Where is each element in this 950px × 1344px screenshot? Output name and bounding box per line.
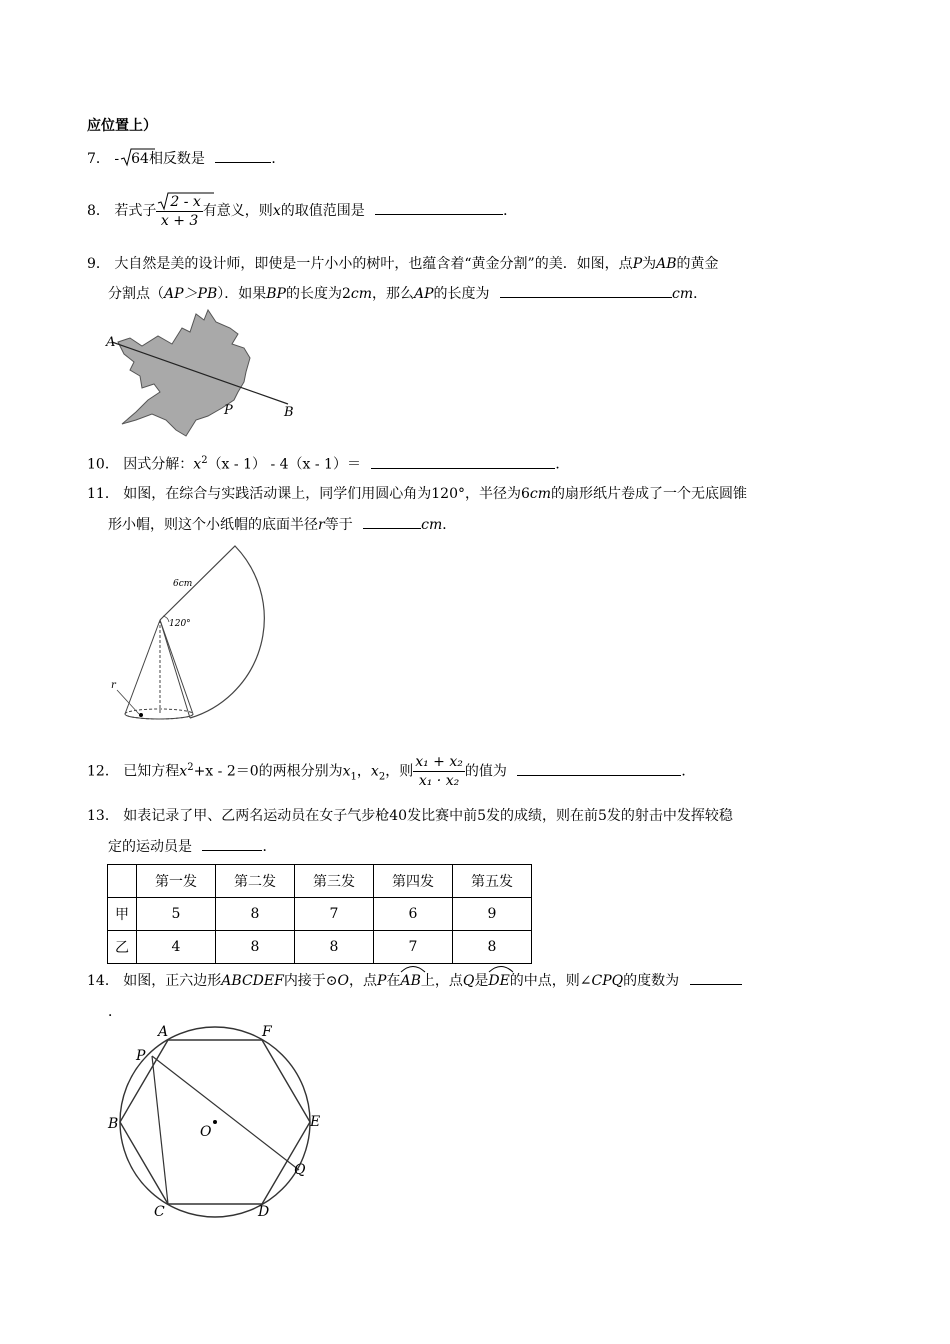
sector-arc (160, 546, 264, 718)
q12-text-ze: ，则 (385, 763, 414, 780)
table-cell: 8 (216, 931, 295, 964)
question-number: 10． (87, 456, 119, 473)
header-cell: 第三发 (295, 865, 374, 898)
label-p: P (224, 403, 233, 418)
q14-text-8: 的度数为 (623, 973, 680, 989)
circle-o: O (337, 973, 350, 989)
question-number: 12． (87, 763, 119, 780)
label-radius: 6cm (173, 579, 193, 589)
label-a: A (106, 335, 116, 350)
subscript-1: 1 (350, 771, 357, 783)
fraction-numerator (156, 193, 202, 212)
question-11-line-1 (87, 484, 747, 504)
table-cell: 8 (453, 931, 532, 964)
q7-text: 相反数是 (148, 151, 205, 167)
variable-x: x (193, 456, 202, 473)
question-number: 7． (87, 151, 110, 167)
arc-ab (400, 971, 420, 991)
table-cell: 5 (137, 898, 216, 931)
period: ． (693, 286, 708, 302)
cube-root (119, 149, 149, 169)
row-label: 甲 (108, 898, 137, 931)
variable-r: r (318, 517, 325, 533)
question-14 (87, 970, 742, 991)
answer-blank[interactable] (363, 514, 421, 529)
q14-text-7: 的中点，则∠ (509, 973, 592, 989)
table-header-row (108, 865, 532, 898)
point-p: P (632, 256, 643, 272)
comma: ， (356, 763, 371, 780)
radicand: 2 - x (170, 193, 201, 210)
hexagon-circle-figure (100, 1022, 330, 1222)
q9-text: 大自然是美的设计师，即使是一片小小的树叶，也蕴含着“黄金分割”的美．如图，点 (114, 256, 633, 272)
cone-base-front (125, 714, 193, 719)
question-13-line-2 (108, 836, 276, 857)
unit-cm: cm (529, 486, 552, 502)
q13-text-2: 定的运动员是 (108, 839, 192, 855)
subscript-2: 2 (378, 771, 386, 783)
q9-text-end: 的黄金 (676, 256, 719, 272)
table-cell: 8 (295, 931, 374, 964)
arc-symbol-icon (488, 963, 514, 973)
question-9-line-2 (108, 283, 707, 304)
question-number: 11． (87, 486, 119, 502)
table-cell: 4 (137, 931, 216, 964)
label-p: P (136, 1048, 146, 1064)
q8-text-mid: 有意义，则 (202, 203, 273, 219)
segment-ap: AP (414, 286, 434, 302)
fraction (413, 753, 465, 790)
q14-text-1: 如图，正六边形 (123, 973, 222, 989)
q11-text-b: 的扇形纸片卷成了一个无底圆锥 (551, 486, 748, 502)
section-header: 应位置上） (87, 118, 157, 134)
q9-text-2a: 分割点（ (108, 286, 164, 302)
question-8 (87, 182, 517, 240)
q8-text-end: 的取值范围是 (280, 203, 365, 219)
radicand: 64 (131, 151, 149, 167)
period: ． (262, 839, 277, 855)
q12-text: 已知方程 (123, 763, 180, 780)
label-b: B (284, 405, 294, 420)
q14-text-2: 内接于⊙ (283, 973, 338, 989)
question-10 (87, 451, 569, 475)
unit-cm: cm (421, 517, 443, 533)
label-c: C (154, 1204, 165, 1220)
cone-edge-right (160, 620, 193, 714)
header-cell (108, 865, 137, 898)
table-row (108, 898, 532, 931)
header-cell: 第二发 (216, 865, 295, 898)
base-center-dot (139, 713, 143, 717)
question-7 (87, 148, 285, 169)
question-9-line-1 (87, 254, 719, 274)
r-pointer (117, 690, 139, 714)
answer-blank[interactable] (371, 454, 555, 469)
q9-text-wei: 为 (642, 256, 657, 272)
table-cell: 7 (374, 931, 453, 964)
q9-text-2c: 的长度为2 (285, 286, 351, 302)
leaf-figure (100, 308, 310, 443)
condition: AP＞PB (164, 286, 218, 302)
unit-cm: cm (350, 286, 373, 302)
expression: （x - 1） - 4（x - 1）＝ (207, 456, 361, 473)
cone-edge-left (125, 620, 160, 714)
q11-text-2b: 等于 (324, 517, 353, 533)
fraction-numerator: x₁ + x₂ (415, 754, 463, 771)
fraction-denominator: x₁ · x₂ (418, 773, 460, 790)
root-x1: x (342, 763, 351, 780)
label-o: O (200, 1124, 212, 1140)
question-number: 8． (87, 203, 110, 219)
arc-de (488, 971, 509, 991)
question-11-line-2 (108, 514, 456, 535)
root-x2: x (370, 763, 379, 780)
q12-text-tail: 的值为 (464, 763, 507, 780)
label-d: D (258, 1204, 270, 1220)
header-cell: 第四发 (374, 865, 453, 898)
angle-cpq: CPQ (591, 973, 624, 989)
answer-blank[interactable] (517, 761, 681, 776)
q13-text: 如表记录了甲、乙两名运动员在女子气步枪40发比赛中前5发的成绩，则在前5发的射击中发挥较稳 (123, 808, 733, 824)
table-cell: 6 (374, 898, 453, 931)
fraction (156, 193, 202, 230)
label-f: F (262, 1024, 272, 1040)
arc-symbol-icon (400, 963, 426, 973)
q14-text-6: 是 (474, 973, 489, 989)
q10-text: 因式分解： (123, 456, 194, 473)
answer-blank[interactable] (500, 283, 672, 298)
segment-pq (152, 1056, 299, 1170)
table-cell: 8 (216, 898, 295, 931)
variable-x: x (272, 203, 281, 219)
q9-text-2d: ，那么 (372, 286, 415, 302)
segment-bp: BP (266, 286, 286, 302)
period: ． (271, 151, 286, 167)
header-cell: 第五发 (453, 865, 532, 898)
arc-ab-label: AB (400, 973, 421, 989)
question-number: 9． (87, 256, 110, 272)
point-q: Q (462, 973, 475, 989)
point-p: P (377, 973, 387, 989)
q9-text-2b: ）．如果 (217, 286, 267, 302)
table-cell: 7 (295, 898, 374, 931)
label-r: r (111, 680, 116, 691)
label-e: E (310, 1114, 321, 1130)
table-row (108, 931, 532, 964)
period: ． (442, 517, 457, 533)
period: ． (503, 203, 518, 219)
answer-blank[interactable] (690, 970, 742, 985)
question-number: 13． (87, 808, 119, 824)
label-angle: 120° (169, 619, 191, 629)
q14-text-3: ，点 (349, 973, 378, 989)
table-cell: 9 (453, 898, 532, 931)
equation: +x - 2＝0的两根分别为 (193, 763, 343, 780)
q9-text-2e: 的长度为 (433, 286, 490, 302)
label-q: Q (294, 1162, 306, 1178)
answer-blank[interactable] (215, 148, 271, 163)
exponent: 2 (187, 762, 194, 773)
q14-text-5: 上，点 (420, 973, 463, 989)
question-12 (87, 746, 695, 792)
q14-text-4: 在 (386, 973, 401, 989)
center-dot (213, 1120, 217, 1124)
label-b: B (108, 1116, 119, 1132)
answer-blank[interactable] (375, 200, 503, 215)
segment-ab: AB (656, 256, 677, 272)
period: ． (108, 1004, 122, 1020)
hexagon-name: ABCDEF (221, 973, 284, 989)
exponent: 2 (201, 455, 208, 466)
sector-radius (160, 620, 190, 718)
header-cell: 第一发 (137, 865, 216, 898)
q11-text: 如图，在综合与实践活动课上，同学们用圆心角为120°，半径为6 (123, 486, 530, 502)
unit-cm: cm (672, 286, 694, 302)
root-symbol-icon (119, 147, 155, 167)
scores-table (107, 864, 532, 964)
sector-cone-figure (105, 540, 265, 730)
fraction-denominator: x + 3 (160, 212, 199, 229)
arc-de-label: DE (488, 973, 510, 989)
question-13-line-1 (87, 806, 733, 826)
answer-blank[interactable] (202, 836, 262, 851)
minus-sign: - (114, 151, 120, 167)
root-symbol-icon (156, 191, 216, 211)
question-number: 14． (87, 973, 119, 989)
row-label: 乙 (108, 931, 137, 964)
q11-text-2: 形小帽，则这个小纸帽的底面半径 (108, 517, 318, 533)
variable-x: x (179, 763, 188, 780)
q8-text: 若式子 (114, 203, 157, 219)
period: ． (681, 763, 696, 780)
label-a: A (158, 1024, 169, 1040)
period: ． (555, 456, 570, 473)
